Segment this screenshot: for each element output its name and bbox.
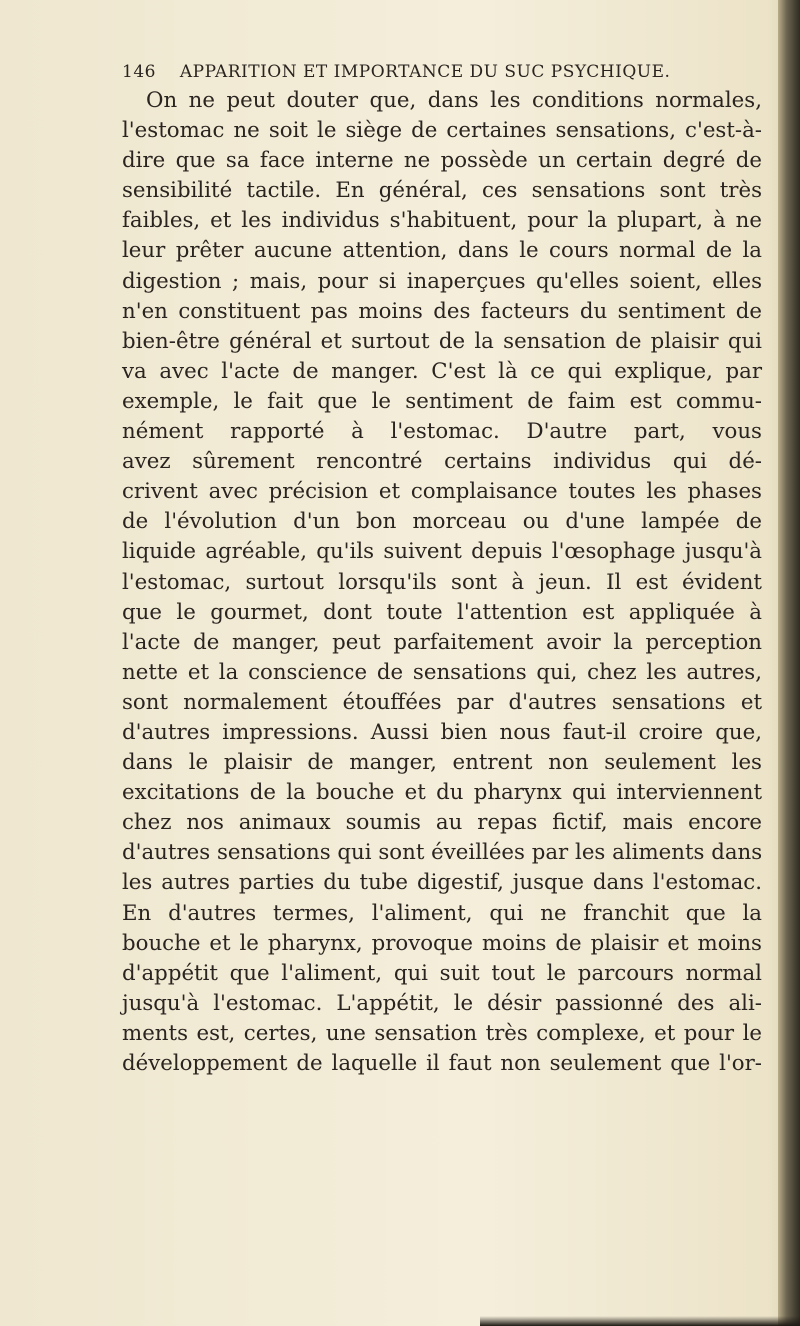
text-line: dans le plaisir de manger, entrent non seulement les <box>122 750 762 776</box>
text-line: les autres parties du tube digestif, jusque dans l'estomac. <box>122 870 762 896</box>
running-title: APPARITION ET IMPORTANCE DU SUC PSYCHIQUE. <box>179 62 671 82</box>
text-line: nément rapporté à l'estomac. D'autre part, vous <box>122 419 762 445</box>
text-line: développement de laquelle il faut non seulement que l'or- <box>122 1051 762 1076</box>
text-line: de l'évolution d'un bon morceau ou d'une lampée de <box>122 509 762 535</box>
text-line: sont normalement étouffées par d'autres sensations et <box>122 689 762 715</box>
body-paragraph <box>122 86 762 1079</box>
text-line: digestion ; mais, pour si inaperçues qu'elles soient, elles <box>122 268 762 294</box>
text-line: crivent avec précision et complaisance toutes les phases <box>122 479 762 505</box>
text-line: nette et la conscience de sensations qui, chez les autres, <box>122 659 762 685</box>
text-line: ments est, certes, une sensation très complexe, et pour le <box>122 1020 762 1046</box>
text-line: n'en constituent pas moins des facteurs du sentiment de <box>122 298 762 324</box>
text-line: va avec l'acte de manger. C'est là ce qui explique, par <box>122 358 762 384</box>
page-bottom-shadow <box>480 1316 800 1326</box>
text-line: d'autres impressions. Aussi bien nous faut-il croire que, <box>122 719 762 745</box>
text-line: l'acte de manger, peut parfaitement avoir la perception <box>122 629 762 655</box>
text-line: faibles, et les individus s'habituent, pour la plupart, à ne <box>122 208 762 234</box>
page-number: 146 <box>122 62 156 82</box>
text-line: d'autres sensations qui sont éveillées par les aliments dans <box>122 840 763 866</box>
text-line: On ne peut douter que, dans les conditions normales, <box>146 88 762 113</box>
text-line: liquide agréable, qu'ils suivent depuis l'œsophage jusqu'à <box>122 539 762 565</box>
text-line: l'estomac, surtout lorsqu'ils sont à jeun. Il est évident <box>122 569 762 595</box>
text-line: exemple, le fait que le sentiment de faim est commu- <box>122 388 762 414</box>
page-edge-shadow <box>778 0 800 1326</box>
text-line: chez nos animaux soumis au repas fictif, mais encore <box>122 810 762 836</box>
text-line: que le gourmet, dont toute l'attention est appliquée à <box>122 599 762 625</box>
text-line: En d'autres termes, l'aliment, qui ne franchit que la <box>122 900 762 926</box>
text-line: d'appétit que l'aliment, qui suit tout le parcours normal <box>122 960 762 986</box>
text-line: leur prêter aucune attention, dans le cours normal de la <box>122 238 762 264</box>
text-line: excitations de la bouche et du pharynx qui interviennent <box>122 780 762 806</box>
text-line: avez sûrement rencontré certains individus qui dé- <box>122 449 762 475</box>
text-line: dire que sa face interne ne possède un certain degré de <box>122 148 762 174</box>
text-line: bouche et le pharynx, provoque moins de plaisir et moins <box>122 930 762 956</box>
text-line: l'estomac ne soit le siège de certaines sensations, c'est-à- <box>122 118 762 144</box>
text-line: bien-être général et surtout de la sensation de plaisir qui <box>122 328 762 354</box>
text-line: jusqu'à l'estomac. L'appétit, le désir passionné des ali- <box>122 990 762 1016</box>
text-line: sensibilité tactile. En général, ces sensations sont très <box>122 178 762 204</box>
